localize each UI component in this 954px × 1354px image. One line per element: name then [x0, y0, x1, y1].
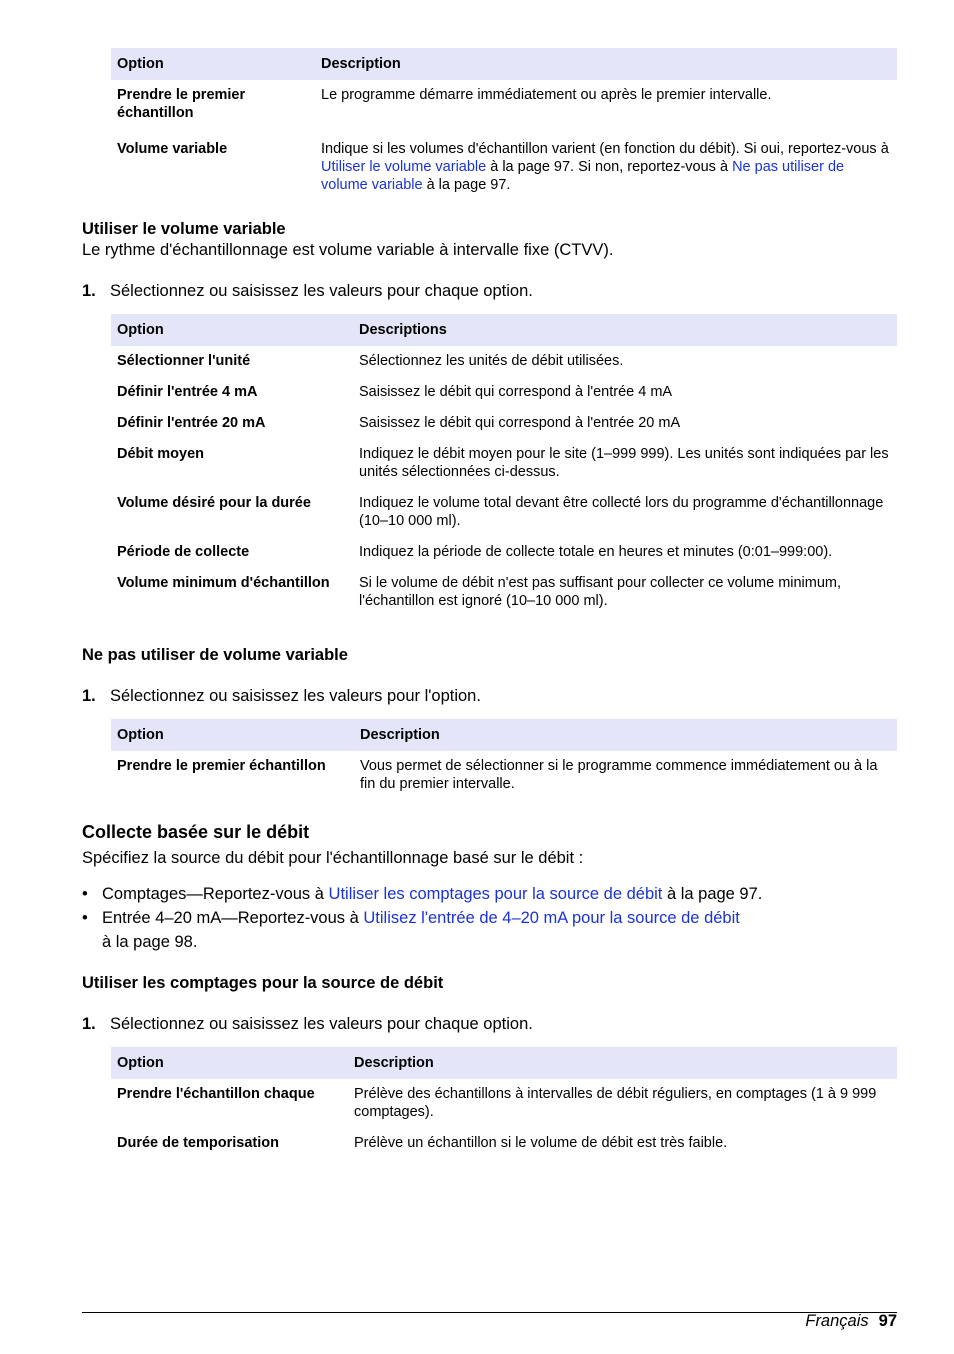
option-name: Période de collecte — [117, 544, 250, 560]
column-header: Option — [111, 314, 353, 346]
step-item — [82, 687, 481, 706]
footer-language: Français — [805, 1312, 869, 1330]
table-header-row — [111, 48, 897, 80]
option-name: Volume désiré pour la durée — [117, 495, 311, 511]
table-row — [111, 751, 897, 800]
table-row — [111, 377, 897, 408]
table-header-row — [111, 1047, 897, 1079]
section-intro: Le rythme d'échantillonnage est volume variable à intervalle fixe (CTVV). — [82, 241, 614, 259]
option-description: Indiquez le débit moyen pour le site (1–999 999). Les unités sont indiquées par les unités sélectionnées ci-dessus. — [359, 446, 889, 480]
footer-divider — [82, 1312, 897, 1313]
column-header: Descriptions — [353, 314, 897, 346]
step-text: Sélectionnez ou saisissez les valeurs pour chaque option. — [110, 282, 533, 300]
description-text: Indique si les volumes d'échantillon varient (en fonction du débit). Si oui, reportez-vous à — [321, 141, 889, 157]
bullet-text: Entrée 4–20 mA—Reportez-vous à — [102, 909, 364, 927]
bullet-text: à la page 98. — [102, 933, 198, 951]
option-description: Le programme démarre immédiatement ou après le premier intervalle. — [321, 87, 772, 103]
column-header: Option — [111, 48, 315, 80]
options-table-4 — [111, 1047, 897, 1159]
section-heading: Collecte basée sur le débit — [82, 822, 310, 842]
bullet-marker: • — [82, 885, 88, 903]
table-row — [111, 1079, 897, 1128]
table-header-row — [111, 314, 897, 346]
table-row — [111, 537, 897, 568]
column-header: Description — [315, 48, 897, 80]
description-text: à la page 97. — [422, 177, 511, 193]
option-name: Volume variable — [117, 141, 228, 157]
table-row — [111, 488, 897, 537]
section-heading: Utiliser les comptages pour la source de débit — [82, 974, 444, 992]
step-text: Sélectionnez ou saisissez les valeurs pour l'option. — [110, 687, 481, 705]
option-description: Prélève des échantillons à intervalles de débit réguliers, en comptages (1 à 9 999 comptages). — [354, 1086, 877, 1120]
section-heading: Ne pas utiliser de volume variable — [82, 646, 348, 664]
table-row — [111, 134, 897, 201]
step-number: 1. — [82, 1015, 96, 1033]
option-name: Sélectionner l'unité — [117, 353, 251, 369]
option-name: Débit moyen — [117, 446, 205, 462]
option-description: Saisissez le débit qui correspond à l'entrée 4 mA — [359, 384, 673, 400]
option-description: Saisissez le débit qui correspond à l'entrée 20 mA — [359, 415, 681, 431]
bullet-text: Comptages—Reportez-vous à — [102, 885, 329, 903]
step-item — [82, 1015, 533, 1034]
page-number: 97 — [878, 1312, 897, 1330]
option-name: Durée de temporisation — [117, 1135, 279, 1151]
table-row — [111, 439, 897, 488]
options-table-2 — [111, 314, 897, 617]
table-row — [111, 346, 897, 377]
options-table-1 — [111, 48, 897, 201]
option-description: Indiquez la période de collecte totale en heures et minutes (0:01–999:00). — [359, 544, 833, 560]
option-name: Définir l'entrée 4 mA — [117, 384, 258, 400]
description-text: à la page 97. Si non, reportez-vous à — [486, 159, 733, 175]
table-row — [111, 80, 897, 134]
link-utiliser-volume-variable[interactable]: Utiliser le volume variable — [321, 159, 487, 175]
option-description: Vous permet de sélectionner si le programme commence immédiatement ou à la fin du premier intervalle. — [360, 758, 878, 792]
step-number: 1. — [82, 282, 96, 300]
table-row — [111, 568, 897, 617]
option-description: Prélève un échantillon si le volume de débit est très faible. — [354, 1135, 728, 1151]
list-item-text — [102, 882, 862, 906]
option-description: Sélectionnez les unités de débit utilisées. — [359, 353, 624, 369]
section-heading: Utiliser le volume variable — [82, 220, 286, 238]
step-item — [82, 282, 533, 301]
step-text: Sélectionnez ou saisissez les valeurs pour chaque option. — [110, 1015, 533, 1033]
column-header: Description — [348, 1047, 897, 1079]
option-description: Si le volume de débit n'est pas suffisant pour collecter ce volume minimum, l'échantillon est ignoré (10–10 000 ml). — [359, 575, 842, 609]
column-header: Description — [354, 719, 897, 751]
option-name: Prendre l'échantillon chaque — [117, 1086, 315, 1102]
bullet-marker: • — [82, 909, 88, 927]
options-table-3 — [111, 719, 897, 800]
list-item-text — [102, 906, 862, 954]
table-row — [111, 408, 897, 439]
bullet-text: à la page 97. — [662, 885, 763, 903]
option-name: Prendre le premier échantillon — [117, 87, 246, 121]
step-number: 1. — [82, 687, 96, 705]
option-name: Prendre le premier échantillon — [117, 758, 326, 774]
column-header: Option — [111, 1047, 348, 1079]
link-utiliser-comptages[interactable]: Utiliser les comptages pour la source de débit — [328, 885, 663, 903]
column-header: Option — [111, 719, 354, 751]
table-header-row — [111, 719, 897, 751]
page-footer — [805, 1312, 897, 1331]
option-description — [315, 134, 897, 201]
table-row — [111, 1128, 897, 1159]
section-intro: Spécifiez la source du débit pour l'échantillonnage basé sur le débit : — [82, 849, 584, 867]
link-utilisez-entree-4-20ma[interactable]: Utilisez l'entrée de 4–20 mA pour la source de débit — [363, 909, 740, 927]
option-description: Indiquez le volume total devant être collecté lors du programme d'échantillonnage (10–10 000 ml). — [359, 495, 884, 529]
option-name: Définir l'entrée 20 mA — [117, 415, 266, 431]
option-name: Volume minimum d'échantillon — [117, 575, 330, 591]
link-ne-pas-utiliser-volume-variable[interactable]: Ne pas utiliser de volume variable — [321, 159, 845, 193]
